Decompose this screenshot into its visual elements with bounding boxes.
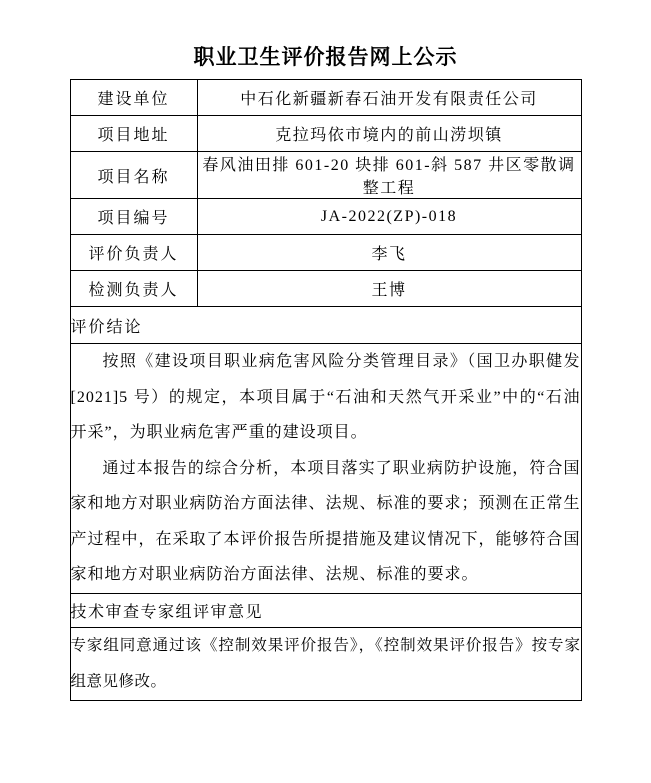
row-label-construction-unit: 建设单位 [70,80,197,116]
table-row-expert-header [70,593,581,627]
row-value-project-number: JA-2022(ZP)-018 [197,199,581,235]
conclusion-header: 评价结论 [70,307,581,344]
row-label-project-name: 项目名称 [70,152,197,199]
report-table [70,79,582,701]
row-label-testing-lead: 检测负责人 [70,271,197,307]
row-value-project-name: 春风油田排 601-20 块排 601-斜 587 井区零散调整工程 [197,152,581,199]
table-row-evaluation-lead [70,235,581,271]
table-row-project-number [70,199,581,235]
table-row-conclusion-text [70,344,581,594]
row-label-project-number: 项目编号 [70,199,197,235]
row-value-construction-unit: 中石化新疆新春石油开发有限责任公司 [197,80,581,116]
conclusion-paragraph-2: 通过本报告的综合分析，本项目落实了职业病防护设施，符合国家和地方对职业病防治方面法律、法规、标准的要求；预测在正常生产过程中，在采取了本评价报告所提措施及建议情况下，能够符合国家和地方对职业病防治方面法律、法规、标准的要求。 [70,459,581,583]
table-row-testing-lead [70,271,581,307]
conclusion-text [70,344,581,594]
row-value-evaluation-lead: 李飞 [197,235,581,271]
expert-review-header: 技术审查专家组评审意见 [70,593,581,627]
expert-opinion-text: 专家组同意通过该《控制效果评价报告》，《控制效果评价报告》按专家组意见修改。 [70,636,581,690]
table-row-project-name [70,152,581,199]
table-row-conclusion-header [70,307,581,344]
expert-opinion-cell [70,627,581,700]
page-title: 职业卫生评价报告网上公示 [193,45,458,69]
conclusion-paragraph-1: 按照《建设项目职业病危害风险分类管理目录》（国卫办职健发[2021]5 号）的规定，本项目属于“石油和天然气开采业”中的“石油开采”，为职业病危害严重的建设项目。 [70,353,581,441]
row-value-testing-lead: 王博 [197,271,581,307]
table-row-construction-unit [70,80,581,116]
table-row-expert-opinion [70,627,581,700]
table-row-project-address [70,116,581,152]
row-value-project-address: 克拉玛依市境内的前山涝坝镇 [197,116,581,152]
row-label-project-address: 项目地址 [70,116,197,152]
row-label-evaluation-lead: 评价负责人 [70,235,197,271]
